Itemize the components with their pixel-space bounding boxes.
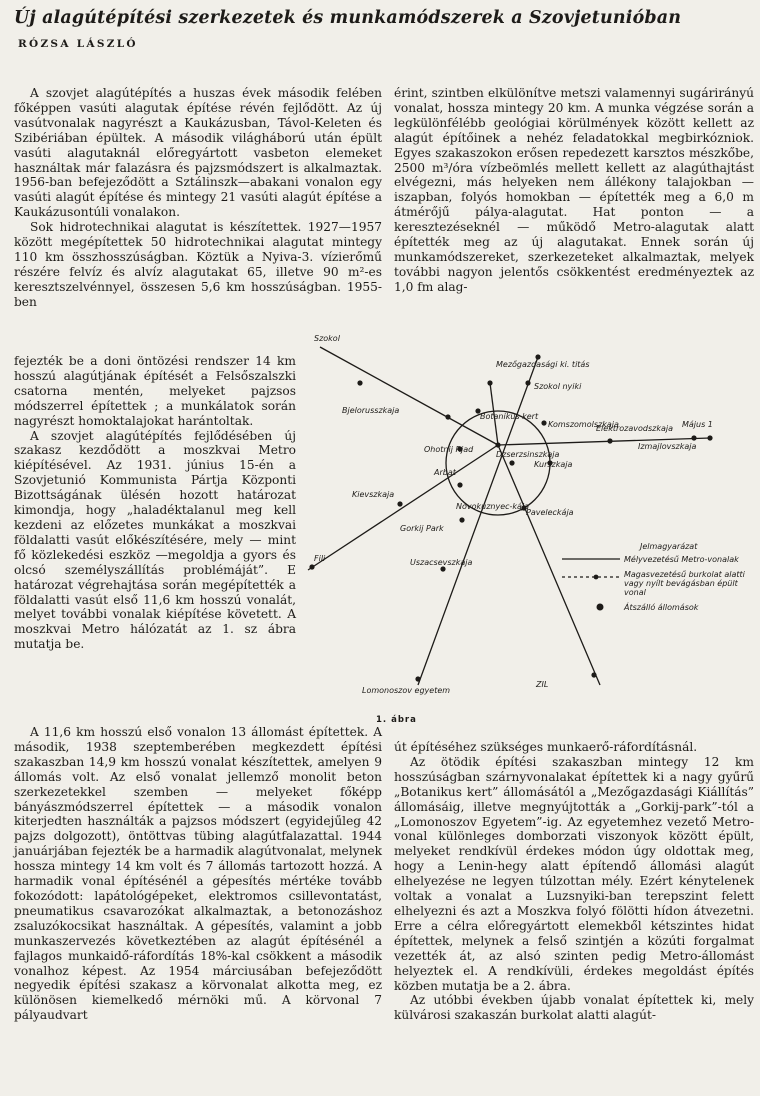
column-right-bottom bbox=[394, 740, 754, 1023]
legend-item-deep-lines: Mélyvezetésű Metro-vonalak bbox=[624, 555, 739, 564]
station-dot bbox=[397, 501, 402, 506]
station-dot bbox=[607, 438, 612, 443]
label-fili: Fili bbox=[314, 554, 326, 563]
legend-transfer-dot bbox=[597, 604, 604, 611]
label-dzserzsinszkaja: Dzserzsinszkaja bbox=[496, 450, 560, 459]
paragraph: fejezték be a doni öntözési rendszer 14 km hosszú alagútjának építését a Felsőszalszki csatorna mentén, melyeket pajzsos módszerrel építettek ; a munkálatok során nagyrészt homoktalajokat harántoltak. bbox=[14, 354, 296, 428]
line-zil bbox=[498, 445, 600, 685]
station-dot bbox=[541, 420, 546, 425]
paragraph: Sok hidrotechnikai alagutat is készítettek. 1927—1957 között megépítettek 50 hidrotechnikai alagutat mintegy 110 km összhosszúságban. Köztük a Nyiva-3. vízierőmű részére felvíz és alvíz alagutakat 65, illetve 90 m²-es keresztszelvénnyel, összesen 5,6 km hosszúságban. 1955-ben bbox=[14, 220, 382, 309]
legend-title: Jelmagyarázat bbox=[640, 542, 698, 551]
label-arbat: Arbat bbox=[434, 468, 456, 477]
label-kurszkaja: Kurszkaja bbox=[534, 460, 573, 469]
station-dot bbox=[445, 414, 450, 419]
station-dot bbox=[457, 482, 462, 487]
article-title: Új alagútépítési szerkezetek és munkamódszerek a Szovjetunióban bbox=[14, 8, 682, 28]
column-left-middle bbox=[14, 354, 296, 652]
paragraph: Az utóbbi években újabb vonalat építettek ki, mely külvárosi szakaszán burkolat alatti alagút- bbox=[394, 993, 754, 1023]
label-izmajlovszkaja: Izmajlovszkaja bbox=[638, 442, 697, 451]
legend-item-shallow-lines-3: vonal bbox=[624, 588, 646, 597]
station-dot bbox=[415, 676, 420, 681]
paragraph: út építéséhez szükséges munkaerő-ráfordításnál. bbox=[394, 740, 698, 754]
label-sokol: Szokol bbox=[314, 334, 340, 343]
label-uszacsevszkaja: Uszacsevszkaja bbox=[410, 558, 473, 567]
station-dot bbox=[357, 380, 362, 385]
legend-item-shallow-lines: Magasvezetésű burkolat alatti bbox=[624, 570, 745, 579]
article-author: RÓZSA LÁSZLÓ bbox=[18, 38, 138, 50]
label-szokolnyiki: Szokol nyiki bbox=[534, 382, 582, 391]
metro-lines bbox=[308, 347, 710, 685]
station-dot bbox=[495, 442, 500, 447]
label-komszomolszkaja: Komszomolszkaja bbox=[548, 420, 619, 429]
label-paveleckaja: Paveleckája bbox=[526, 508, 574, 517]
stations bbox=[309, 354, 712, 681]
column-left-bottom bbox=[14, 725, 382, 1023]
figure-caption: 1. ábra bbox=[376, 715, 417, 725]
label-majus: Május 1 bbox=[682, 420, 713, 429]
line-lomonoszov bbox=[418, 357, 538, 685]
paragraph: A 11,6 km hosszú első vonalon 13 állomást építettek. A második, 1938 szeptemberében megkezdett építési szakaszban 14,9 km hosszú vonalat készítettek, amelyen 9 állomás volt. Az első vonalat jellemző monolit beton szerkezetekkel szemben — melyeket főképp bányászmódszerrel építettek — a második vonalon kiterjedten használták a pajzsos módszert (egyidejűleg 42 pajzs dolgozott), öntöttvas tübing alagútfalazattal. 1944 januárjában fejezték be a harmadik alagútvonalat, melynek hossza mintegy 14 km volt és 7 állomás tartozott hozzá. A harmadik vonal építésénél a gépesítés mértéke tovább fokozódott: lapátológépeket, elektromos csillevontatást, pneumatikus csavarozókat alkalmaztak, a betonozáshoz zsaluzókocsikat használtak. A gépesítés, valamint a jobb munkaszervezés következtében az alagút építésénél a fajlagos munkaidő-ráfordítás 18%-kal csökkent a második vonalhoz képest. Az 1954 márciusában befejeződött negyedik építési szakasz a körvonalat alkotta meg, ez különösen kiemelkedő mérnöki mű. A körvonal 7 pályaudvart bbox=[14, 725, 382, 1023]
column-right-top bbox=[394, 86, 754, 295]
label-botanikus: Botanikus kert bbox=[480, 412, 539, 421]
label-kievszkaja: Kievszkaja bbox=[352, 490, 395, 499]
legend-item-transfer: Átszálló állomások bbox=[624, 603, 699, 612]
station-dot bbox=[535, 354, 540, 359]
station-dot bbox=[509, 460, 514, 465]
paragraph: A szovjet alagútépítés fejlődésében új szakasz kezdődött a moszkvai Metro kiépítésével. Az 1931. június 15-én a Szovjetunió Kommunista Pártja Központi Bizottságának ülésén hozott határozat kimondja, hogy „haladéktalanul meg kell kezdeni az előzetes munkákat a moszkvai földalatti vasút előkészítésére, mely — mint fő közlekedési eszköz —megoldja a gyors és olcsó személyszállítás problémáját”. E határozat végrehajtása során megépítették a földalatti vasút első 11,6 km hosszú vonalát, melyet további vonalak kiépítése követett. A moszkvai Metro hálózatát az 1. sz ábra mutatja be. bbox=[14, 428, 296, 652]
paragraph: érint, szintben elkülönítve metszi valamennyi sugárirányú vonalat, hossza mintegy 20 km. A munka végzése során a legkülönfélébb geológiai körülmények között kellett az alagút építőinek a nehéz feladatokkal megbirkózniok. Egyes szakaszokon erősen repedezett karsztos mészkőbe, 2500 m³/óra vízbeömlés mellett kellett az alagúthajtást elvégezni, más helyeken nem állékony talajokban — iszapban, folyós homokban — építették meg a 6,0 m átmérőjű pálya-alagutat. Hat ponton — a keresztezéseknél — működő Metro-alagutak alatt építették meg az új alagutakat. Ennek során új munkamódszereket, szerkezeteket alkalmaztak, melyek további nagyon jelentős csökkentést eredményeztek az 1,0 fm alag- bbox=[394, 86, 754, 294]
label-bjelorusszkaja: Bjelorusszkaja bbox=[342, 406, 400, 415]
legend bbox=[562, 542, 746, 612]
station-dot bbox=[691, 435, 696, 440]
station-dot bbox=[440, 566, 445, 571]
station-dot bbox=[591, 672, 596, 677]
metro-map-figure bbox=[300, 334, 756, 725]
column-left-top bbox=[14, 86, 382, 310]
paragraph: A szovjet alagútépítés a huszas évek második felében főképpen vasúti alagutak építése révén fejlődött. Az új vasútvonalak nagyrészt a Kaukázusban, Távol-Keleten és Szibériában épültek. A második világháború után épült vasúti alagutaknál előregyártott vasbeton elemeket használtak már falazásra és pajzsmódszert is alkalmaztak. 1956-ban befejeződött a Sztálinszk—abakani vonalon egy vasúti alagút építése és mintegy 21 vasúti alagút építése a Kaukázusontúli vonalakon. bbox=[14, 86, 382, 220]
line-sokol bbox=[320, 347, 498, 445]
label-novokuznyeckaja: Novokuznyec-kája bbox=[456, 502, 530, 511]
label-lomonoszov: Lomonoszov egyetem bbox=[362, 686, 451, 695]
station-dot bbox=[487, 380, 492, 385]
label-gorkij: Gorkij Park bbox=[400, 524, 444, 533]
legend-item-shallow-lines-2: vagy nyílt bevágásban épült bbox=[624, 579, 738, 588]
label-ohotnyj: Ohotnij Rjad bbox=[424, 445, 474, 454]
station-dot bbox=[707, 435, 712, 440]
legend-dot bbox=[594, 575, 599, 580]
paragraph: Az ötödik építési szakaszban mintegy 12 km hosszúságban szárnyvonalakat építettek ki a nagy gyűrű „Botanikus kert” állomásától a „Mezőgazdasági Kiállítás” állomásáig, illetve megnyújtották a „Gorkij-park”-tól a „Lomonoszov Egyetem”-ig. Az egyetemhez vezető Metro-vonal különleges domborzati viszonyok között épült, melyeket rendkívül érdekes módon úgy oldottak meg, hogy a Lenin-hegy alatt építendő állomási alagút elhelyezése ne legyen túlzottan mély. Ezért kénytelenek voltak a vonalat a Luzsnyiki-ban terepszint felett elhelyezni és azt a Moszkva folyó fölötti hídon átvezetni. Erre a célra előregyártott elemekből kétszintes hidat építettek, melynek a felső szintjén a közúti forgalmat vezették át, az alsó szinten pedig Metro-állomást helyeztek el. A rendkívüli, érdekes megoldást építés közben mutatja be a 2. ábra. bbox=[394, 754, 754, 993]
label-mezogazdasagi: Mezőgazdasági ki. titás bbox=[496, 360, 590, 369]
label-zil: ZIL bbox=[536, 680, 549, 689]
station-dot bbox=[309, 564, 314, 569]
station-labels bbox=[314, 334, 713, 695]
label-elektrozavodszkaja: Elektrozavodszkaja bbox=[596, 424, 673, 433]
station-dot bbox=[459, 517, 464, 522]
station-dot bbox=[525, 380, 530, 385]
